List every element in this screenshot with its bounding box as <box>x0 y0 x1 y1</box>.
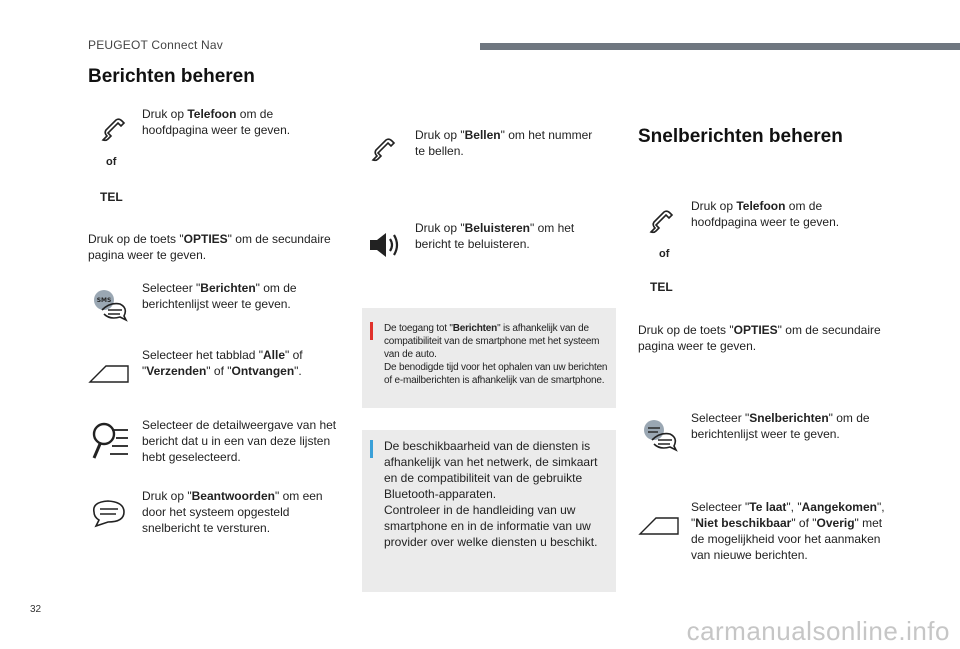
detail-view-icon <box>90 420 130 462</box>
step-listen: Druk op "Beluisteren" om het bericht te beluisteren. <box>415 221 575 251</box>
sms-list-icon <box>90 288 130 322</box>
warning-icon <box>370 322 373 340</box>
header-bar <box>480 43 960 50</box>
step-open-phone: Druk op Telefoon om de hoofdpagina weer te geven. <box>142 107 291 137</box>
section-title-messages: Berichten beheren <box>88 66 255 87</box>
step-select-tab: Selecteer het tabblad "Alle" of "Verzenden" of "Ontvangen". <box>142 348 303 378</box>
header-label: PEUGEOT Connect Nav <box>88 38 223 52</box>
reply-message-icon <box>88 498 130 528</box>
step-select-category: Selecteer "Te laat", "Aangekomen", "Niet beschikbaar" of "Overig" met de mogelijkheid voor het aanmaken van nieuwe berichten. <box>691 500 885 562</box>
warning-note-text: De toegang tot "Berichten" is afhankelijk van de compatibiliteit van de smartphone met het systeem van de auto. De benodigde tijd voor het ophalen van uw berichten of e-mailberichten is afhankelijk van de smartphone. <box>384 323 608 386</box>
step-detail-view: Selecteer de detailweergave van het bericht dat u in een van deze lijsten hebt geselecteerd. <box>142 418 337 464</box>
tel-key-label-right: TEL <box>650 280 673 294</box>
info-note-text: De beschikbaarheid van de diensten is afhankelijk van het netwerk, de simkaart en de compatibiliteit van de gebruikte Bluetooth-apparaten. Controleer in de handleiding van uw smartphone en in de informatie van uw provider over welke diensten u beschikt. <box>384 439 598 549</box>
step-reply: Druk op "Beantwoorden" om een door het systeem opgesteld snelbericht te versturen. <box>142 489 323 535</box>
tab-icon <box>88 362 130 384</box>
step-press-options: Druk op de toets "OPTIES" om de secundaire pagina weer te geven. <box>88 232 331 262</box>
step-open-phone-right: Druk op Telefoon om de hoofdpagina weer te geven. <box>691 199 840 229</box>
info-note <box>362 430 616 592</box>
tel-key-label: TEL <box>100 190 123 204</box>
info-icon <box>370 440 373 458</box>
page-number: 32 <box>30 604 42 615</box>
step-call: Druk op "Bellen" om het nummer te bellen. <box>415 128 593 158</box>
or-label-right: of <box>659 248 670 260</box>
quick-message-list-icon <box>640 418 680 452</box>
watermark: carmanualsonline.info <box>686 616 950 646</box>
phone-icon-right <box>648 208 676 236</box>
speaker-icon <box>368 230 402 260</box>
section-title-quick-messages: Snelberichten beheren <box>638 126 843 147</box>
tab-icon-right <box>638 514 680 536</box>
phone-icon <box>100 116 128 144</box>
step-select-quick-messages: Selecteer "Snelberichten" om de berichtenlijst weer te geven. <box>691 411 870 441</box>
step-select-messages: Selecteer "Berichten" om de berichtenlijst weer te geven. <box>142 281 297 311</box>
call-phone-icon <box>370 136 398 164</box>
step-press-options-right: Druk op de toets "OPTIES" om de secundaire pagina weer te geven. <box>638 323 881 353</box>
sms-badge-text: SMS <box>96 297 112 304</box>
or-label: of <box>106 156 117 168</box>
warning-note <box>362 308 616 408</box>
